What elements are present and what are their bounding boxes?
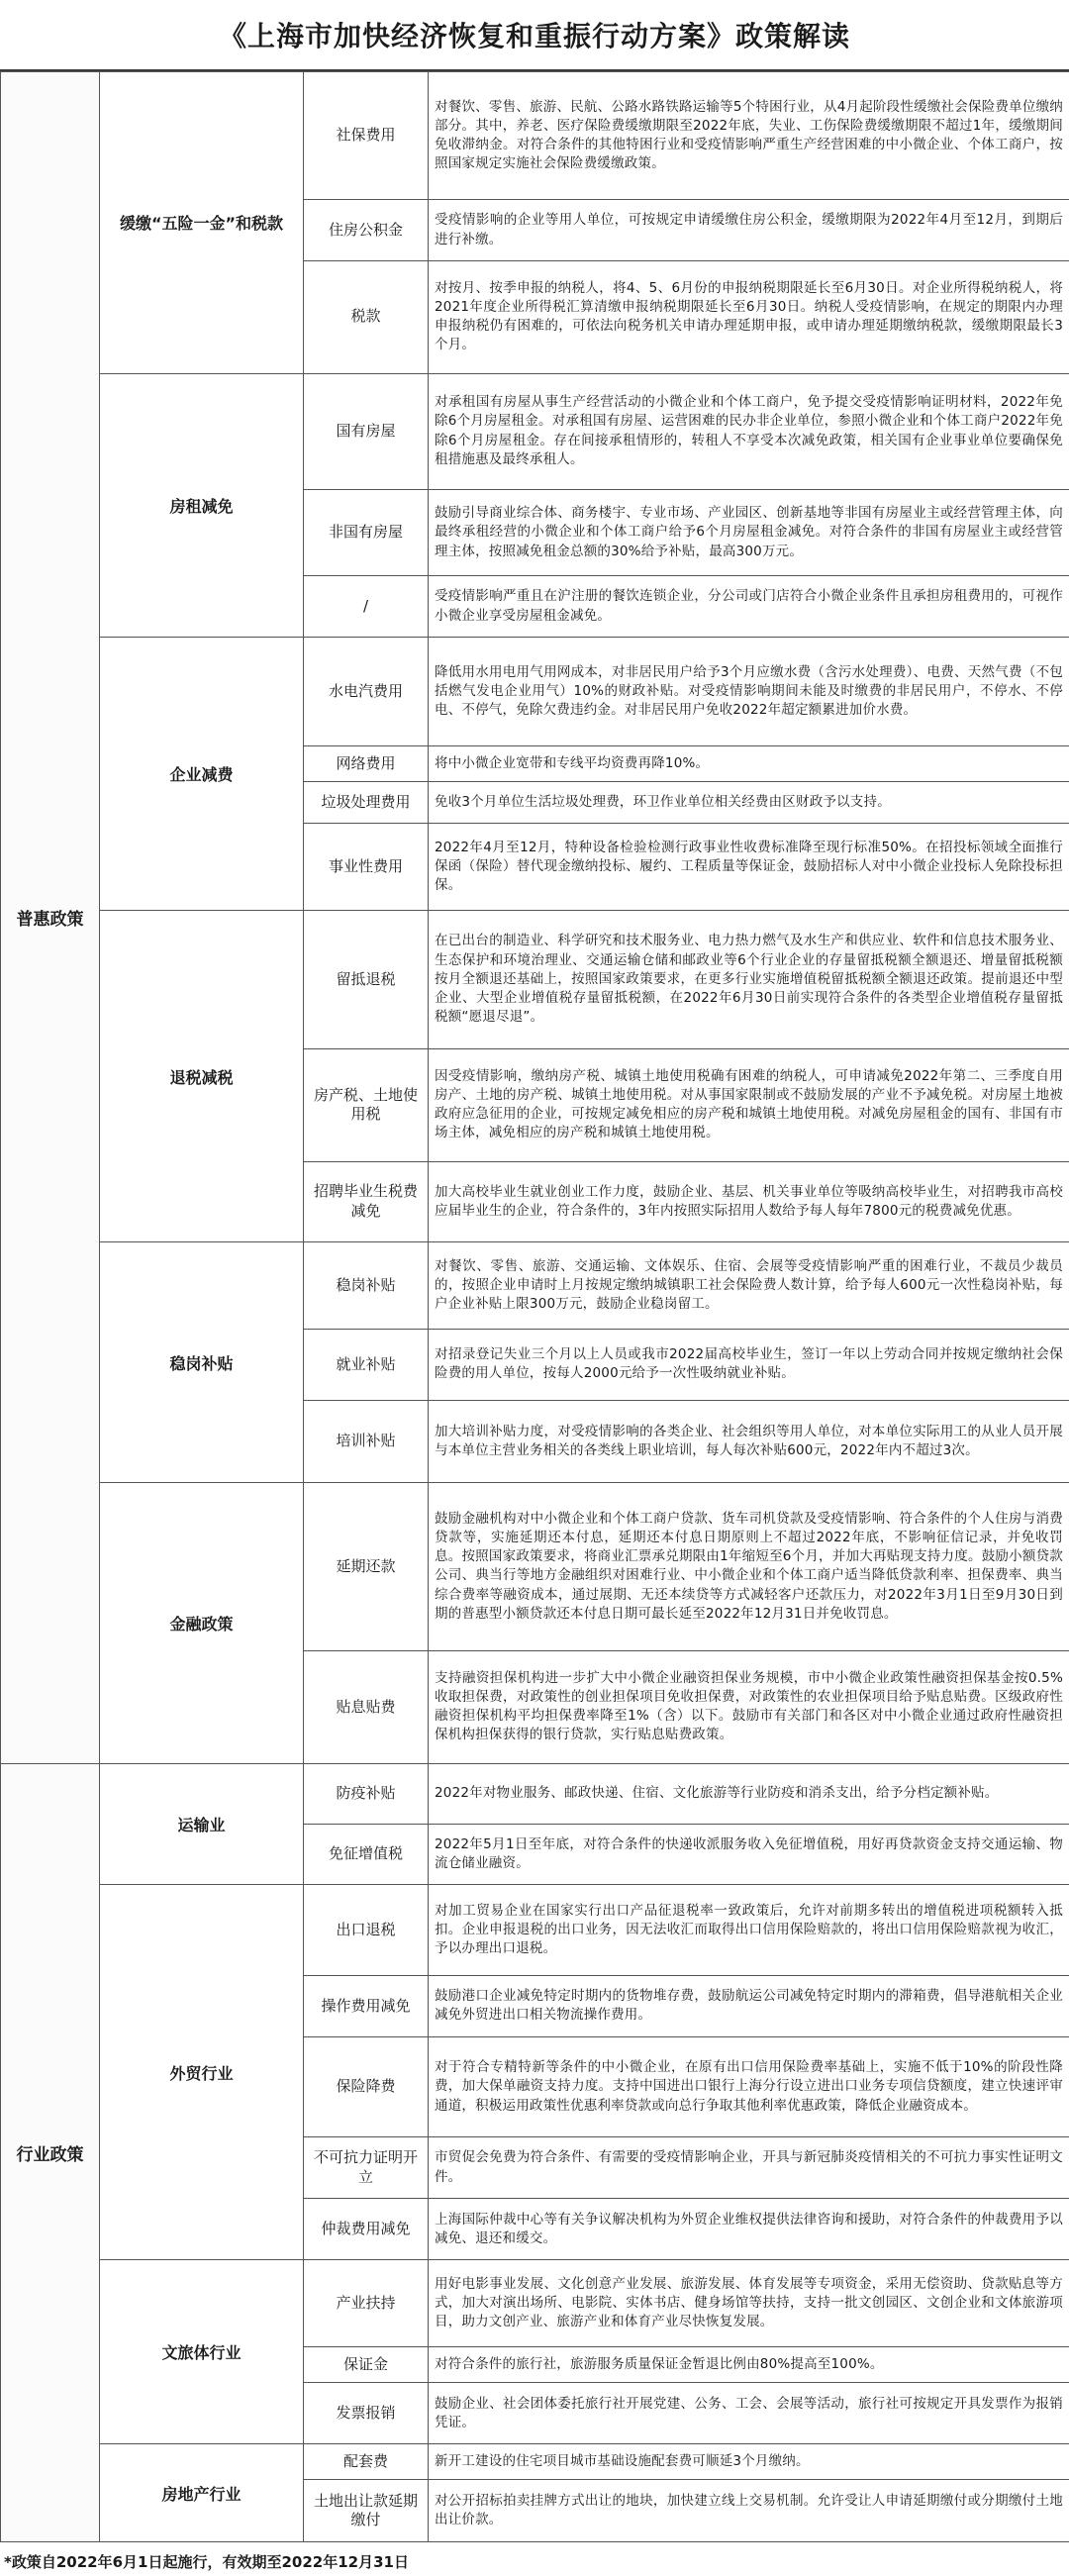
- policy-item-cell: 延期还款: [304, 1482, 429, 1650]
- policy-row: [1, 1885, 1069, 1975]
- policy-group-cell: 金融政策: [100, 1482, 304, 1763]
- policy-description-cell: 2022年对物业服务、邮政快递、住宿、文化旅游等行业防疫和消杀支出，给予分档定额补贴。: [429, 1763, 1069, 1824]
- category-cell: 普惠政策: [1, 72, 100, 1764]
- document-title: 《上海市加快经济恢复和重振行动方案》政策解读: [0, 0, 1069, 71]
- policy-item-cell: 社保费用: [304, 72, 429, 200]
- policy-item-cell: 稳岗补贴: [304, 1242, 429, 1330]
- policy-description-cell: 将中小微企业宽带和专线平均资费再降10%。: [429, 746, 1069, 782]
- policy-description-cell: 受疫情影响严重且在沪注册的餐饮连锁企业，分公司或门店符合小微企业条件且承担房租费用的，可视作小微企业享受房屋租金减免。: [429, 576, 1069, 638]
- policy-group-cell: 缓缴“五险一金”和税款: [100, 72, 304, 374]
- policy-item-cell: 就业补贴: [304, 1329, 429, 1400]
- policy-group-cell: 房租减免: [100, 373, 304, 637]
- policy-row: [1, 2444, 1069, 2480]
- policy-item-cell: 保证金: [304, 2347, 429, 2383]
- policy-item-cell: 网络费用: [304, 746, 429, 782]
- policy-description-cell: 对于符合专精特新等条件的中小微企业，在原有出口信用保险费率基础上，实施不低于10%的阶段性降费，加大保单融资支持力度。支持中国进出口银行上海分行设立进出口业务专项信贷额度，建立快速评审通道，积极运用政策性优惠利率贷款或向总行争取其他利率优惠政策，降低企业融资成本。: [429, 2037, 1069, 2137]
- policy-item-cell: 事业性费用: [304, 824, 429, 911]
- policy-description-cell: 对加工贸易企业在国家实行出口产品征退税率一致政策后，允许对前期多转出的增值税进项税额转入抵扣。企业申报退税的出口业务，因无法收汇而取得出口信用保险赔款的，将出口信用保险赔款视为收汇，予以办理出口退税。: [429, 1885, 1069, 1975]
- policy-item-cell: 仲裁费用减免: [304, 2199, 429, 2260]
- policy-group-cell: 稳岗补贴: [100, 1242, 304, 1483]
- policy-item-cell: 住房公积金: [304, 200, 429, 261]
- policy-row: [1, 1482, 1069, 1650]
- policy-description-cell: 上海国际仲裁中心等有关争议解决机构为外贸企业维权提供法律咨询和援助，对符合条件的仲裁费用予以减免、退还和缓交。: [429, 2199, 1069, 2260]
- policy-description-cell: 支持融资担保机构进一步扩大中小微企业融资担保业务规模，市中小微企业政策性融资担保基金按0.5%收取担保费，对政策性的创业担保项目免收担保费，对政策性的农业担保项目给予贴息贴费。区级政府性融资担保机构平均担保费率降至1%（含）以下。鼓励市有关部门和各区对中小微企业通过政府性融资担保机构担保获得的银行贷款，实行贴息贴费政策。: [429, 1650, 1069, 1763]
- policy-item-cell: 出口退税: [304, 1885, 429, 1975]
- policy-description-cell: 降低用水用电用气用网成本，对非居民用户给予3个月应缴水费（含污水处理费）、电费、天然气费（不包括燃气发电企业用气）10%的财政补贴。对受疫情影响期间未能及时缴费的非居民用户，不停水、不停电、不停气，免除欠费违约金。对非居民用户免收2022年超定额累进加价水费。: [429, 637, 1069, 745]
- policy-row: [1, 910, 1069, 1048]
- policy-row: [1, 1242, 1069, 1330]
- policy-description-cell: 在已出台的制造业、科学研究和技术服务业、电力热力燃气及水生产和供应业、软件和信息技术服务业、生态保护和环境治理业、交通运输仓储和邮政业等6个行业企业的存量留抵税额全额退还、增量留抵税额按月全额退还基础上，按照国家政策要求，在更多行业实施增值税留抵税额全额退还政策。提前退还中型企业、大型企业增值税存量留抵税额，在2022年6月30日前实现符合条件的各类型企业增值税存量留抵税额“愿退尽退”。: [429, 910, 1069, 1048]
- policy-item-cell: 房产税、土地使用税: [304, 1048, 429, 1161]
- policy-description-cell: 因受疫情影响，缴纳房产税、城镇土地使用税确有困难的纳税人，可申请减免2022年第二、三季度自用房产、土地的房产税、城镇土地使用税。对从事国家限制或不鼓励发展的产业不予减免税。对房屋土地被政府应急征用的企业，可按规定减免相应的房产税和城镇土地使用税。对减免房屋租金的国有、非国有市场主体，减免相应的房产税和城镇土地使用税。: [429, 1048, 1069, 1161]
- policy-description-cell: 新开工建设的住宅项目城市基础设施配套费可顺延3个月缴纳。: [429, 2444, 1069, 2480]
- policy-description-cell: 加大高校毕业生就业创业工作力度，鼓励企业、基层、机关事业单位等吸纳高校毕业生，对招聘我市高校应届毕业生的企业，符合条件的，3年内按照实际招用人数给予每人每年7800元的税费减免优惠。: [429, 1161, 1069, 1242]
- policy-item-cell: 招聘毕业生税费减免: [304, 1161, 429, 1242]
- policy-row: [1, 1763, 1069, 1824]
- policy-group-cell: 房地产行业: [100, 2444, 304, 2542]
- policy-item-cell: 水电汽费用: [304, 637, 429, 745]
- policy-description-cell: 对承租国有房屋从事生产经营活动的小微企业和个体工商户，免予提交受疫情影响证明材料，2022年免除6个月房屋租金。对承租国有房屋、运营困难的民办非企业单位，参照小微企业和个体工商户2022年免除6个月房屋租金。存在间接承租情形的，转租人不享受本次减免政策，相关国有企业事业单位要确保免租措施惠及最终承租人。: [429, 373, 1069, 489]
- policy-row: [1, 373, 1069, 489]
- policy-description-cell: 市贸促会免费为符合条件、有需要的受疫情影响企业，开具与新冠肺炎疫情相关的不可抗力事实性证明文件。: [429, 2136, 1069, 2199]
- policy-item-cell: 免征增值税: [304, 1824, 429, 1885]
- policy-item-cell: 发票报销: [304, 2383, 429, 2444]
- policy-description-cell: 对餐饮、零售、旅游、交通运输、文体娱乐、住宿、会展等受疫情影响严重的困难行业，不裁员少裁员的，按照企业申请时上月按规定缴纳城镇职工社会保险费人数计算，给予每人600元一次性稳岗补贴，每户企业补贴上限300万元，鼓励企业稳岗留工。: [429, 1242, 1069, 1330]
- policy-item-cell: 非国有房屋: [304, 489, 429, 576]
- policy-item-cell: 培训补贴: [304, 1400, 429, 1482]
- policy-item-cell: 操作费用减免: [304, 1975, 429, 2037]
- policy-item-cell: 不可抗力证明开立: [304, 2136, 429, 2199]
- policy-row: [1, 2260, 1069, 2347]
- policy-description-cell: 受疫情影响的企业等用人单位，可按规定申请缓缴住房公积金，缓缴期限为2022年4月至12月，到期后进行补缴。: [429, 200, 1069, 261]
- policy-group-cell: 企业减费: [100, 637, 304, 910]
- policy-group-cell: 退税减税: [100, 910, 304, 1241]
- policy-item-cell: 防疫补贴: [304, 1763, 429, 1824]
- policy-table: [0, 71, 1069, 2542]
- policy-group-cell: 文旅体行业: [100, 2260, 304, 2444]
- policy-description-cell: 鼓励引导商业综合体、商务楼宇、专业市场、产业园区、创新基地等非国有房屋业主或经营管理主体，向最终承租经营的小微企业和个体工商户给予6个月房屋租金减免。对符合条件的非国有房屋业主或经营管理主体，按照减免租金总额的30%给予补贴，最高300万元。: [429, 489, 1069, 576]
- policy-description-cell: 鼓励港口企业减免特定时期内的货物堆存费，鼓励航运公司减免特定时期内的滞箱费，倡导港航相关企业减免外贸进出口相关物流操作费用。: [429, 1975, 1069, 2037]
- policy-row: [1, 637, 1069, 745]
- policy-group-cell: 运输业: [100, 1763, 304, 1885]
- policy-item-cell: 留抵退税: [304, 910, 429, 1048]
- policy-item-cell: 税款: [304, 260, 429, 373]
- validity-footnote: *政策自2022年6月1日起施行，有效期至2022年12月31日: [4, 2552, 409, 2571]
- policy-description-cell: 对按月、按季申报的纳税人，将4、5、6月份的申报纳税期限延长至6月30日。对企业所得税纳税人，将2021年度企业所得税汇算清缴申报纳税期限延长至6月30日。纳税人受疫情影响，在规定的期限内办理申报纳税仍有困难的，可依法向税务机关申请办理延期申报，或申请办理延期缴纳税款，缓缴期限最长3个月。: [429, 260, 1069, 373]
- policy-description-cell: 2022年5月1日至年底，对符合条件的快递收派服务收入免征增值税，用好再贷款资金支持交通运输、物流仓储业融资。: [429, 1824, 1069, 1885]
- policy-description-cell: 用好电影事业发展、文化创意产业发展、旅游发展、体育发展等专项资金，采用无偿资助、贷款贴息等方式，加大对演出场所、电影院、实体书店、健身场馆等扶持，支持一批文创园区、文创企业和文体旅游项目，助力文创产业、旅游产业和体育产业尽快恢复发展。: [429, 2260, 1069, 2347]
- policy-description-cell: 对招录登记失业三个月以上人员或我市2022届高校毕业生，签订一年以上劳动合同并按规定缴纳社会保险费的用人单位，按每人2000元给予一次性吸纳就业补贴。: [429, 1329, 1069, 1400]
- policy-description-cell: 对公开招标拍卖挂牌方式出让的地块，加快建立线上交易机制。允许受让人申请延期缴付或分期缴付土地出让价款。: [429, 2480, 1069, 2542]
- policy-item-cell: 产业扶持: [304, 2260, 429, 2347]
- policy-description-cell: 加大培训补贴力度，对受疫情影响的各类企业、社会组织等用人单位，对本单位实际用工的从业人员开展与本单位主营业务相关的各类线上职业培训，每人每次补贴600元，2022年内不超过3次。: [429, 1400, 1069, 1482]
- policy-description-cell: 鼓励金融机构对中小微企业和个体工商户贷款、货车司机贷款及受疫情影响、符合条件的个人住房与消费贷款等，实施延期还本付息，延期还本付息日期原则上不超过2022年底，不影响征信记录，并免收罚息。按照国家政策要求，将商业汇票承兑期限由1年缩短至6个月，并加大再贴现支持力度。鼓励小额贷款公司、典当行等地方金融组织对困难行业、中小微企业和个体工商户适当降低贷款利率、担保费率、典当综合费率等融资成本，通过展期、无还本续贷等方式减轻客户还款压力，对2022年3月1日至9月30日到期的普惠型小额贷款还本付息日期可最长延至2022年12月31日并免收罚息。: [429, 1482, 1069, 1650]
- policy-item-cell: 垃圾处理费用: [304, 782, 429, 824]
- policy-row: [1, 72, 1069, 200]
- policy-description-cell: 鼓励企业、社会团体委托旅行社开展党建、公务、工会、会展等活动，旅行社可按规定开具发票作为报销凭证。: [429, 2383, 1069, 2444]
- policy-item-cell: 国有房屋: [304, 373, 429, 489]
- policy-description-cell: 对符合条件的旅行社，旅游服务质量保证金暂退比例由80%提高至100%。: [429, 2347, 1069, 2383]
- category-cell: 行业政策: [1, 1763, 100, 2541]
- policy-description-cell: 2022年4月至12月，特种设备检验检测行政事业性收费标准降至现行标准50%。在招投标领域全面推行保函（保险）替代现金缴纳投标、履约、工程质量等保证金，鼓励招标人对中小微企业投标人免除投标担保。: [429, 824, 1069, 911]
- policy-item-cell: 土地出让款延期缴付: [304, 2480, 429, 2542]
- policy-group-cell: 外贸行业: [100, 1885, 304, 2260]
- policy-item-cell: 贴息贴费: [304, 1650, 429, 1763]
- policy-description-cell: 对餐饮、零售、旅游、民航、公路水路铁路运输等5个特困行业，从4月起阶段性缓缴社会保险费单位缴纳部分。其中，养老、医疗保险费缓缴期限至2022年底，失业、工伤保险费缓缴期限不超过1年，缓缴期间免收滞纳金。对符合条件的其他特困行业和受疫情影响严重生产经营困难的中小微企业、个体工商户，按照国家规定实施社会保险费缓缴政策。: [429, 72, 1069, 200]
- policy-description-cell: 免收3个月单位生活垃圾处理费，环卫作业单位相关经费由区财政予以支持。: [429, 782, 1069, 824]
- policy-item-cell: 配套费: [304, 2444, 429, 2480]
- policy-item-cell: 保险降费: [304, 2037, 429, 2137]
- policy-item-cell: /: [304, 576, 429, 638]
